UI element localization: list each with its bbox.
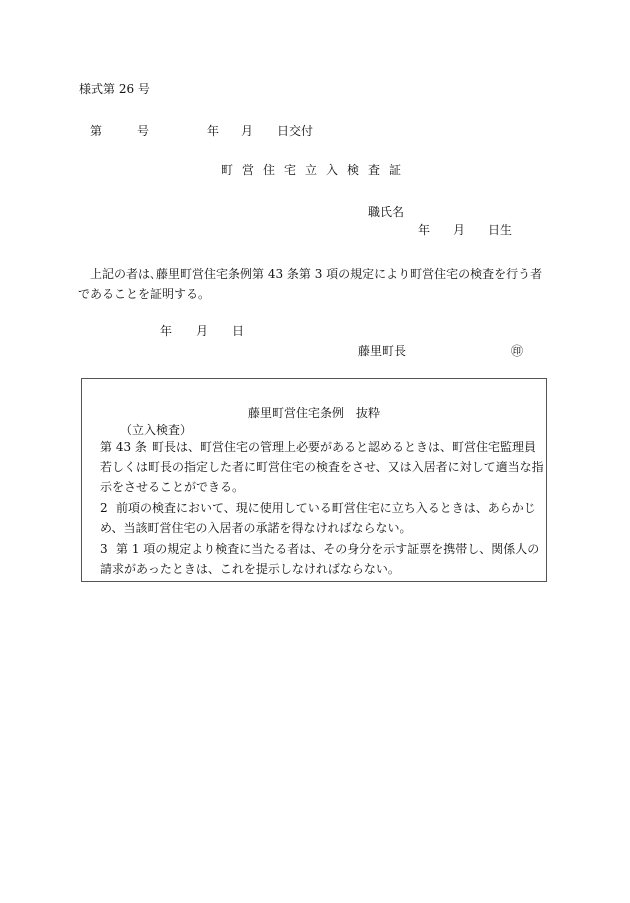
name-label: 職氏名 (368, 205, 405, 219)
mayor-label: 藤里町長 (358, 344, 407, 358)
form-number: 様式第 26 号 (79, 82, 150, 96)
seal-mark: ㊞ (511, 344, 524, 358)
article-number: 第 43 条 (100, 440, 147, 454)
birth-hi: 日生 (488, 223, 513, 237)
excerpt-heading: （立入検査） (120, 423, 193, 437)
issue-go: 号 (137, 124, 150, 138)
article-number: 2 (100, 501, 108, 515)
date-hi: 日 (232, 324, 245, 338)
article-paragraph-3 (100, 539, 546, 579)
document-title: 町営住宅立入検査証 (221, 163, 411, 177)
birth-tsuki: 月 (453, 223, 466, 237)
article-text: 町長は、町営住宅の管理上必要があると認めるときは、町営住宅監理員若しくは町長の指定した者に町営住宅の検査をさせ、又は入居者に対して適当な指示をさせることができる。 (100, 440, 544, 494)
certification-text: 上記の者は､藤里町営住宅条例第 43 条第 3 項の規定により町営住宅の検査を行う者であることを証明する。 (78, 267, 543, 301)
article-text: 前項の検査において、現に使用している町営住宅に立ち入るときは、あらかじめ、当該町営住宅の入居者の承諾を得なければならない。 (100, 501, 536, 535)
issue-nen: 年 (207, 124, 220, 138)
ordinance-excerpt-box (81, 378, 547, 582)
article-text: 第 1 項の規定より検査に当たる者は、その身分を示す証票を携帯し、関係人の請求があったときは、これを提示しなければならない。 (100, 542, 540, 576)
birth-nen: 年 (418, 223, 431, 237)
excerpt-title: 藤里町営住宅条例 抜粋 (247, 406, 380, 420)
issue-dai: 第 (90, 124, 103, 138)
date-tsuki: 月 (196, 324, 209, 338)
article-number: 3 (100, 542, 108, 556)
article-paragraph-2 (100, 498, 546, 538)
date-nen: 年 (160, 324, 173, 338)
article-43 (100, 437, 546, 497)
issue-tsuki: 月 (241, 124, 254, 138)
issue-hi-kofu: 日交付 (277, 124, 314, 138)
